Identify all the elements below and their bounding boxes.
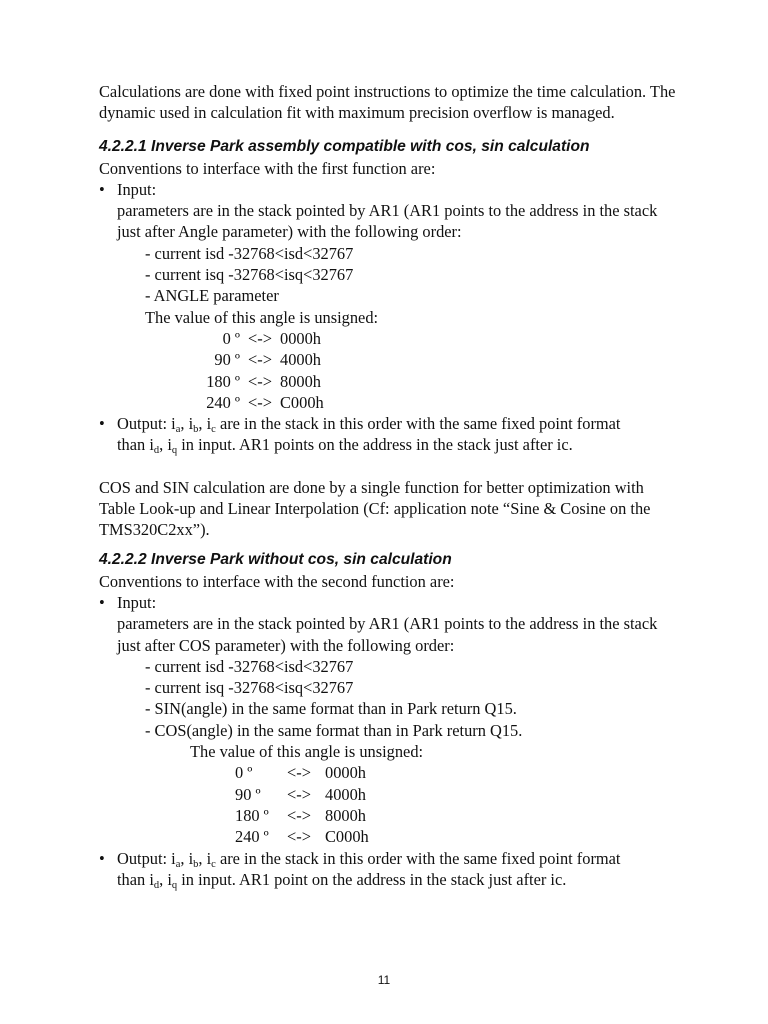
angle-arrow: <-> xyxy=(287,784,311,804)
section-heading-4-2-2-1: 4.2.2.1 Inverse Park assembly compatible with cos, sin calculation xyxy=(99,137,590,155)
output-text: , i xyxy=(159,869,172,889)
param-line: - SIN(angle) in the same format than in Park return Q15. xyxy=(145,699,517,719)
angle-hex: 4000h xyxy=(280,350,321,370)
output-line-1 xyxy=(117,414,621,436)
param-line: - current isq -32768<isq<32767 xyxy=(145,265,354,285)
subscript: a xyxy=(175,858,181,870)
angle-degrees: 0 º xyxy=(235,763,253,783)
input-description-1: parameters are in the stack pointed by AR1 (AR1 points to the address in the stack just after Angle parameter) with the following order: xyxy=(117,201,658,242)
output-text: , i xyxy=(159,435,172,455)
output-line-2 xyxy=(117,870,566,889)
subscript: q xyxy=(171,879,178,891)
output-line-1 xyxy=(117,849,621,868)
param-line: - current isd -32768<isd<32767 xyxy=(145,243,354,263)
section-heading-4-2-2-2: 4.2.2.2 Inverse Park without cos, sin calculation xyxy=(99,550,452,568)
angle-row xyxy=(235,784,369,805)
angle-degrees: 0 º xyxy=(222,328,240,348)
angle-hex: 4000h xyxy=(325,784,366,804)
bullet-icon: • xyxy=(99,848,105,868)
input-description-2: parameters are in the stack pointed by AR1 (AR1 points to the address in the stack just after COS parameter) with the following order: xyxy=(117,614,658,655)
output-bullet-1 xyxy=(99,413,679,456)
angle-degrees: 180 º xyxy=(206,371,240,391)
angle-degrees: 180 º xyxy=(235,805,269,825)
angle-arrow: <-> xyxy=(287,805,311,825)
angle-note-1: The value of this angle is unsigned: xyxy=(145,307,379,327)
angle-degrees: 240 º xyxy=(235,827,269,847)
intro-paragraph: Calculations are done with fixed point instructions to optimize the time calculation. The dynamic used in calculation fit with maximum precision overflow is managed. xyxy=(99,82,676,123)
output-line-2 xyxy=(117,435,573,457)
angle-hex: 8000h xyxy=(280,371,321,391)
angle-table-2 xyxy=(235,762,369,847)
angle-row xyxy=(184,392,324,413)
bullet-icon: • xyxy=(99,179,105,199)
angle-degrees: 90 º xyxy=(235,784,261,804)
output-text: in input. AR1 points on the address in the stack just after ic. xyxy=(177,435,573,455)
subscript: q xyxy=(171,445,178,457)
subscript: b xyxy=(193,424,199,436)
angle-row xyxy=(235,826,369,847)
input-label: Input: xyxy=(117,179,157,199)
angle-row xyxy=(184,349,324,370)
input-label: Input: xyxy=(117,592,157,612)
input-bullet-1 xyxy=(99,179,679,200)
angle-hex: 8000h xyxy=(325,805,366,825)
angle-hex: C000h xyxy=(325,827,369,847)
output-text: , i xyxy=(198,848,212,868)
output-text: , i xyxy=(180,848,194,868)
angle-arrow: <-> xyxy=(248,350,272,370)
angle-degrees: 90 º xyxy=(214,350,240,370)
angle-degrees: 240 º xyxy=(206,392,240,412)
output-text: , i xyxy=(180,414,194,434)
output-text: in input. AR1 point on the address in the stack just after ic. xyxy=(177,869,567,889)
bullet-icon: • xyxy=(99,592,105,612)
output-text: are in the stack in this order with the same fixed point format xyxy=(215,414,621,434)
output-text: Output: i xyxy=(117,414,176,434)
subscript: c xyxy=(211,858,216,870)
subscript: c xyxy=(211,424,216,436)
angle-arrow: <-> xyxy=(248,371,272,391)
document-page xyxy=(99,81,679,890)
subscript: a xyxy=(175,424,181,436)
subscript: b xyxy=(193,858,199,870)
param-line: - current isq -32768<isq<32767 xyxy=(145,678,354,698)
page-number: 11 xyxy=(377,973,391,987)
conventions-text-1: Conventions to interface with the first function are: xyxy=(99,158,436,178)
angle-arrow: <-> xyxy=(248,328,272,348)
output-text: are in the stack in this order with the same fixed point format xyxy=(215,848,621,868)
angle-arrow: <-> xyxy=(287,763,311,783)
angle-hex: C000h xyxy=(280,392,324,412)
param-line: - COS(angle) in the same format than in Park return Q15. xyxy=(145,720,523,740)
cos-sin-paragraph: COS and SIN calculation are done by a single function for better optimization with Table Look-up and Linear Interpolation (Cf: application note “Sine & Cosine on the TMS320C2xx”). xyxy=(99,477,651,540)
output-text: than i xyxy=(117,435,154,455)
angle-hex: 0000h xyxy=(280,328,321,348)
output-text: than i xyxy=(117,869,154,889)
subscript: d xyxy=(153,879,160,891)
angle-row xyxy=(184,328,324,349)
input-bullet-2 xyxy=(99,592,679,613)
angle-note-2: The value of this angle is unsigned: xyxy=(190,742,424,762)
subscript: d xyxy=(153,445,160,457)
conventions-text-2: Conventions to interface with the second function are: xyxy=(99,571,455,591)
bullet-icon: • xyxy=(99,414,105,434)
param-line: - ANGLE parameter xyxy=(145,286,279,306)
angle-row xyxy=(184,371,324,392)
output-text: Output: i xyxy=(117,848,176,868)
angle-table-1 xyxy=(184,328,324,413)
output-bullet-2 xyxy=(99,848,679,891)
angle-arrow: <-> xyxy=(248,392,272,412)
angle-row xyxy=(235,805,369,826)
output-text: , i xyxy=(198,414,212,434)
angle-arrow: <-> xyxy=(287,827,311,847)
angle-hex: 0000h xyxy=(325,763,366,783)
angle-row xyxy=(235,762,369,783)
param-line: - current isd -32768<isd<32767 xyxy=(145,656,354,676)
